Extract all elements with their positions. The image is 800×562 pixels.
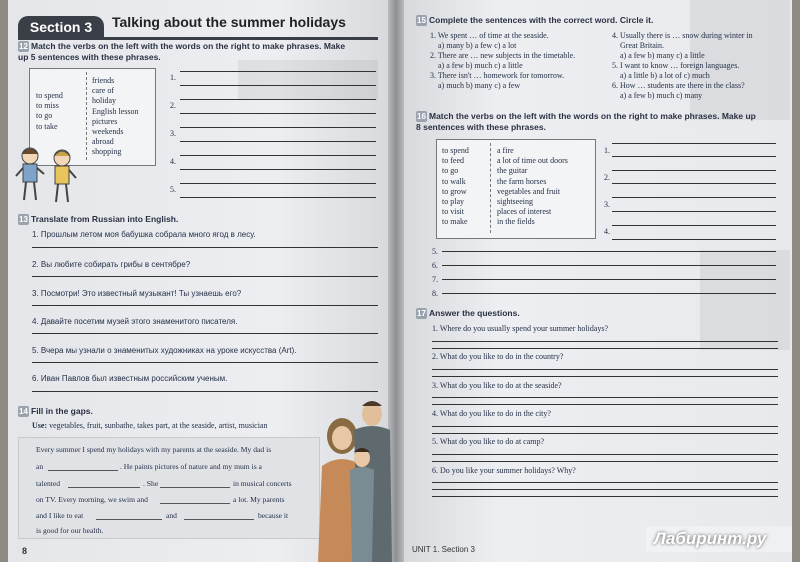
page-number-left: 8 bbox=[22, 546, 28, 556]
options[interactable]: a) a few b) much c) many bbox=[620, 91, 703, 100]
word: pictures bbox=[92, 116, 118, 126]
word: the farm horses bbox=[497, 176, 547, 186]
answer-line[interactable] bbox=[432, 489, 778, 490]
ex15-left-items bbox=[430, 31, 610, 91]
ex16-verbs bbox=[442, 146, 469, 228]
ex16-divider bbox=[490, 143, 491, 233]
ex12-instruction-text: Match the verbs on the left with the words on the right to make phrases. Make up 5 sentences with these phrases. bbox=[18, 41, 346, 63]
answer-line[interactable] bbox=[180, 71, 376, 72]
ex16-instruction bbox=[416, 111, 756, 132]
ex17-question-2: 2. What do you like to do in the country? bbox=[432, 352, 564, 361]
kids-illustration bbox=[14, 144, 80, 208]
ex14-line-4a: on TV. Every morning, we swim and bbox=[36, 495, 148, 504]
answer-line[interactable] bbox=[612, 239, 776, 240]
ex17-number: 17 bbox=[417, 309, 426, 319]
answer-line[interactable] bbox=[180, 183, 376, 184]
answer-line[interactable] bbox=[180, 197, 376, 198]
gap-line[interactable] bbox=[48, 470, 118, 471]
question: 3. There isn't … homework for tomorrow. bbox=[430, 71, 565, 80]
options[interactable]: a) a few b) much c) a little bbox=[438, 61, 523, 70]
answer-line[interactable] bbox=[432, 426, 778, 427]
word: English lesson bbox=[92, 106, 139, 116]
ex14-line-1: Every summer I spend my holidays with my parents at the seaside. My dad is bbox=[36, 445, 272, 454]
answer-line[interactable] bbox=[180, 99, 376, 100]
answer-line[interactable] bbox=[442, 279, 776, 280]
question: 5. I want to know … foreign languages. bbox=[612, 61, 740, 70]
answer-line[interactable] bbox=[180, 85, 376, 86]
answer-line[interactable] bbox=[612, 183, 776, 184]
options[interactable]: a) many b) a few c) a lot bbox=[438, 41, 517, 50]
answer-line[interactable] bbox=[612, 225, 776, 226]
ex14-line-6: is good for our health. bbox=[36, 526, 104, 535]
answer-line[interactable] bbox=[612, 211, 776, 212]
ex14-line-4b: a lot. My parents bbox=[233, 495, 285, 504]
question: 2. There are … new subjects in the timetable. bbox=[430, 51, 576, 60]
ex15-instruction-text: Complete the sentences with the correct word. Circle it. bbox=[429, 15, 654, 25]
answer-line[interactable] bbox=[32, 362, 378, 363]
answer-number: 2. bbox=[604, 173, 610, 182]
answer-number: 1. bbox=[604, 146, 610, 155]
question: 6. How … students are there in the class? bbox=[612, 81, 745, 90]
options[interactable]: a) a few b) many c) a little bbox=[620, 51, 705, 60]
gap-line[interactable] bbox=[96, 519, 162, 520]
ex13-sentence-5: 5. Вчера мы узнали о знаменитых художниках на уроке искусства (Art). bbox=[32, 346, 297, 355]
answer-line[interactable] bbox=[612, 156, 776, 157]
verb: to play bbox=[442, 197, 464, 207]
word: the guitar bbox=[497, 166, 528, 176]
ex17-question-5: 5. What do you like to do at camp? bbox=[432, 437, 545, 446]
answer-number: 7. bbox=[432, 275, 438, 284]
word: places of interest bbox=[497, 207, 552, 217]
question: 1. We spent … of time at the seaside. bbox=[430, 31, 549, 40]
ex15-right-items bbox=[612, 31, 782, 101]
answer-line[interactable] bbox=[32, 333, 378, 334]
answer-line[interactable] bbox=[432, 404, 778, 405]
word: sightseeing bbox=[497, 197, 533, 207]
answer-line[interactable] bbox=[612, 170, 776, 171]
word: weekends bbox=[92, 127, 124, 137]
verb: to spend bbox=[442, 146, 469, 155]
ex14-line-5a: and I like to eat bbox=[36, 511, 84, 520]
answer-number: 4. bbox=[604, 227, 610, 236]
ex14-line-3b: . She bbox=[143, 479, 159, 488]
ex14-line-5c: because it bbox=[258, 511, 289, 520]
answer-line[interactable] bbox=[32, 247, 378, 248]
ex17-question-3: 3. What do you like to do at the seaside? bbox=[432, 381, 562, 390]
answer-line[interactable] bbox=[432, 397, 778, 398]
answer-number: 5. bbox=[432, 247, 438, 256]
ex13-sentence-4: 4. Давайте посетим музей этого знаменитого писателя. bbox=[32, 317, 238, 326]
answer-line[interactable] bbox=[432, 369, 778, 370]
answer-line[interactable] bbox=[432, 433, 778, 434]
section-tab: Section 3 bbox=[18, 16, 104, 38]
use-words: vegetables, fruit, sunbathe, takes part, at the seaside, artist, musician bbox=[49, 421, 268, 430]
watermark-text: Лабиринт.ру bbox=[654, 529, 767, 548]
verb: to grow bbox=[442, 186, 467, 196]
options[interactable]: a) much b) many c) a few bbox=[438, 81, 521, 90]
word: a lot of time out doors bbox=[497, 156, 568, 166]
verb: to visit bbox=[442, 207, 465, 217]
ex16-answer-numbers-bottom bbox=[432, 245, 438, 301]
ex17-question-1: 1. Where do you usually spend your summer holidays? bbox=[432, 324, 609, 333]
ex17-instruction bbox=[416, 308, 520, 319]
ex15-number: 15 bbox=[417, 16, 426, 26]
ex14-instruction bbox=[18, 406, 93, 417]
word: shopping bbox=[92, 147, 122, 157]
ex13-instruction-text: Translate from Russian into English. bbox=[31, 214, 179, 224]
answer-number: 5. bbox=[170, 185, 176, 194]
answer-line[interactable] bbox=[432, 454, 778, 455]
ex13-number: 13 bbox=[19, 215, 28, 225]
answer-line[interactable] bbox=[32, 276, 378, 277]
answer-line[interactable] bbox=[442, 265, 776, 266]
options[interactable]: a) a little b) a lot of c) much bbox=[620, 71, 710, 80]
family-photo bbox=[308, 396, 392, 562]
word: vegetables and fruit bbox=[497, 186, 561, 196]
answer-line[interactable] bbox=[432, 461, 778, 462]
verb: to take bbox=[36, 121, 58, 131]
use-label: Use: bbox=[32, 421, 48, 430]
verb: to miss bbox=[36, 101, 59, 111]
ex12-answer-numbers bbox=[170, 64, 176, 204]
answer-number: 8. bbox=[432, 289, 438, 298]
word: friends bbox=[92, 76, 115, 85]
ex16-words bbox=[497, 146, 568, 228]
section-rule bbox=[18, 37, 378, 40]
ex16-answer-numbers-top bbox=[604, 137, 610, 245]
ex13-sentence-3: 3. Посмотри! Это известный музыкант! Ты узнаешь его? bbox=[32, 289, 242, 298]
ex14-line-3c: in musical concerts bbox=[233, 479, 292, 488]
answer-number: 3. bbox=[170, 129, 176, 138]
answer-line[interactable] bbox=[432, 376, 778, 377]
verb: to make bbox=[442, 217, 468, 227]
answer-number: 2. bbox=[170, 101, 176, 110]
answer-number: 4. bbox=[170, 157, 176, 166]
ex14-line-2a: an bbox=[36, 462, 44, 471]
word: in the fields bbox=[497, 217, 535, 227]
verb: to feed bbox=[442, 156, 464, 166]
ex17-question-6: 6. Do you like your summer holidays? Why? bbox=[432, 466, 576, 475]
word: a fire bbox=[497, 146, 514, 155]
ex14-number: 14 bbox=[19, 407, 28, 417]
ex13-sentence-6: 6. Иван Павлов был известным российским ученым. bbox=[32, 374, 228, 383]
answer-line[interactable] bbox=[432, 341, 778, 342]
answer-line[interactable] bbox=[612, 143, 776, 144]
word: abroad bbox=[92, 137, 114, 147]
ex14-line-3a: talented bbox=[36, 479, 61, 488]
gap-line[interactable] bbox=[184, 519, 254, 520]
answer-line[interactable] bbox=[180, 127, 376, 128]
ex17-question-4: 4. What do you like to do in the city? bbox=[432, 409, 551, 418]
answer-line[interactable] bbox=[180, 113, 376, 114]
verb: to go bbox=[36, 111, 53, 121]
word: holiday bbox=[92, 96, 116, 106]
gap-line[interactable] bbox=[160, 487, 230, 488]
verb: to go bbox=[442, 166, 459, 176]
ex12-instruction bbox=[18, 41, 348, 62]
question: 4. Usually there is … snow during winter in bbox=[612, 31, 753, 40]
answer-number: 3. bbox=[604, 200, 610, 209]
word: care of bbox=[92, 86, 114, 96]
answer-line[interactable] bbox=[180, 155, 376, 156]
ex13-instruction bbox=[18, 214, 178, 225]
ex16-instruction-text: Match the verbs on the left with the words on the right to make phrases. Make up 8 sentences with these phrases. bbox=[416, 111, 756, 133]
page-footer: UNIT 1. Section 3 bbox=[412, 545, 475, 554]
answer-line[interactable] bbox=[442, 293, 776, 294]
answer-line[interactable] bbox=[432, 496, 778, 497]
question-continued: Great Britain. bbox=[620, 41, 664, 50]
answer-line[interactable] bbox=[180, 169, 376, 170]
answer-line[interactable] bbox=[442, 251, 776, 252]
answer-line[interactable] bbox=[32, 305, 378, 306]
ex13-sentence-1: 1. Прошлым летом моя бабушка собрала много ягод в лесу. bbox=[32, 230, 256, 239]
gap-line[interactable] bbox=[160, 503, 230, 504]
ex15-instruction bbox=[416, 15, 653, 26]
ex14-line-5b: and bbox=[166, 511, 177, 520]
ex17-instruction-text: Answer the questions. bbox=[429, 308, 520, 318]
answer-line[interactable] bbox=[180, 141, 376, 142]
gap-line[interactable] bbox=[68, 487, 140, 488]
ex12-words bbox=[92, 76, 138, 158]
ex12-number: 12 bbox=[19, 42, 28, 52]
ex12-divider bbox=[86, 72, 87, 160]
answer-line[interactable] bbox=[432, 482, 778, 483]
ex13-sentence-2: 2. Вы любите собирать грибы в сентябре? bbox=[32, 260, 191, 269]
answer-number: 6. bbox=[432, 261, 438, 270]
ex14-instruction-text: Fill in the gaps. bbox=[31, 406, 93, 416]
ex12-verbs bbox=[36, 91, 63, 132]
answer-number: 1. bbox=[170, 73, 176, 82]
ex14-line-2b: . He paints pictures of nature and my mum is a bbox=[120, 462, 262, 471]
answer-line[interactable] bbox=[612, 197, 776, 198]
ex14-use-line bbox=[32, 421, 322, 431]
ex16-number: 16 bbox=[417, 112, 426, 122]
answer-line[interactable] bbox=[432, 348, 778, 349]
section-title: Talking about the summer holidays bbox=[112, 14, 346, 30]
answer-line[interactable] bbox=[32, 391, 378, 392]
verb: to spend bbox=[36, 91, 63, 100]
verb: to walk bbox=[442, 176, 466, 186]
